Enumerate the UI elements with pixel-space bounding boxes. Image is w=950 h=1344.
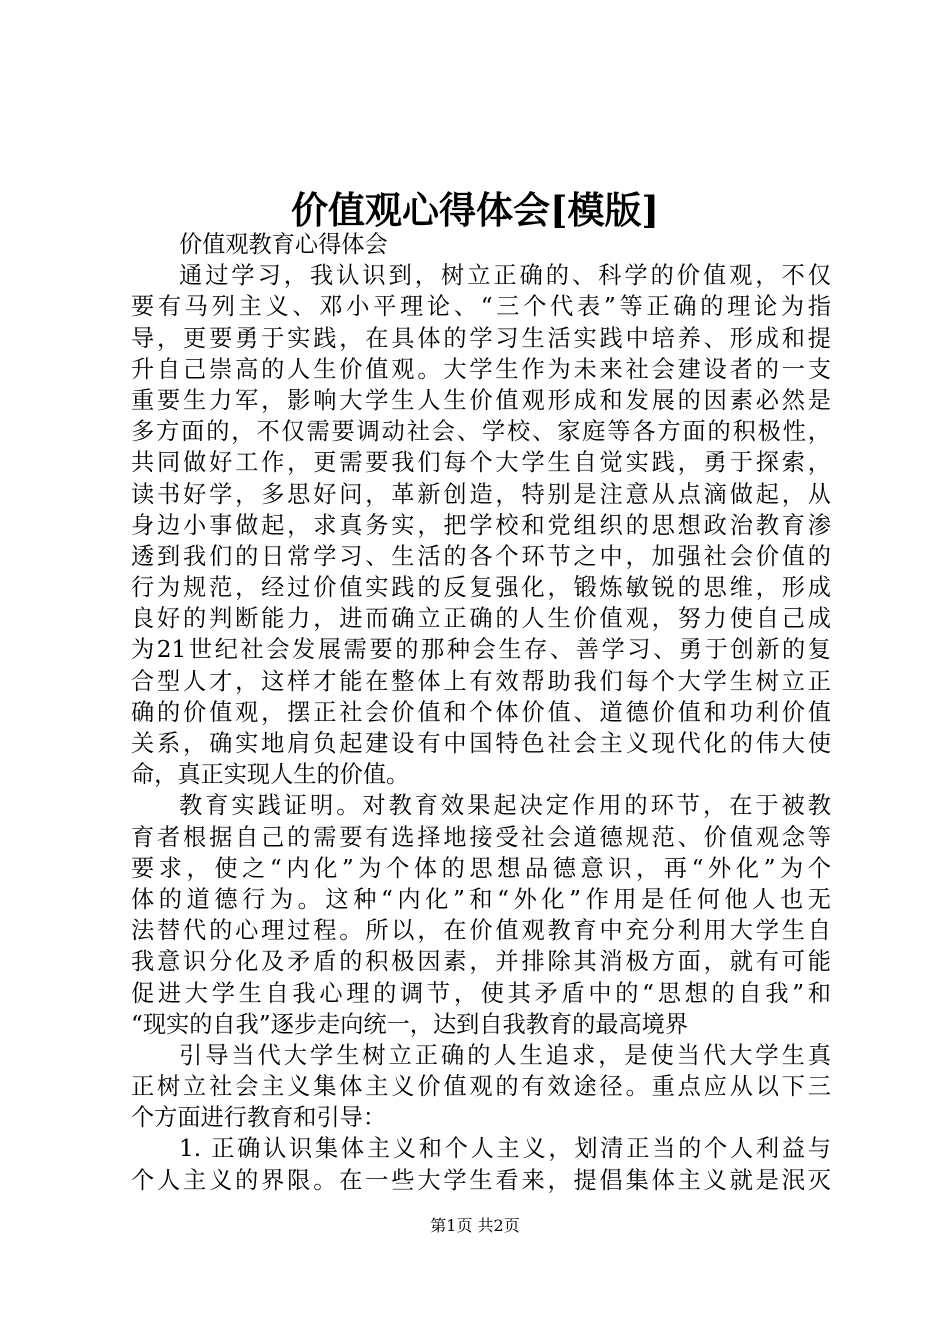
text-line: 行为规范，经过价值实践的反复强化，锻炼敏锐的思维，形成 — [131, 574, 831, 602]
text-line: 价值观教育心得体会 — [179, 231, 388, 258]
text-line: 身边小事做起，求真务实，把学校和党组织的思想政治教育渗 — [131, 511, 831, 539]
text-line: 教育实践证明。对教育效果起决定作用的环节，在于被教 — [179, 792, 831, 820]
text-line: 体的道德行为。这种“内化”和“外化”作用是任何他人也无 — [131, 885, 831, 913]
document-body — [131, 229, 831, 1196]
text-line: 育者根据自己的需要有选择地接受社会道德规范、价值观念等 — [131, 823, 831, 851]
text-line: 要有马列主义、邓小平理论、“三个代表”等正确的理论为指 — [131, 293, 831, 321]
text-line: 通过学习，我认识到，树立正确的、科学的价值观，不仅 — [179, 262, 831, 290]
document-title: 价值观心得体会[模版] — [290, 188, 659, 232]
text-line: 引导当代大学生树立正确的人生追求，是使当代大学生真 — [179, 1041, 831, 1069]
text-line: 要求，使之“内化”为个体的思想品德意识，再“外化”为个 — [131, 854, 831, 882]
page-footer: 第1页 共2页 — [430, 1216, 520, 1235]
text-line: 1. 正确认识集体主义和个人主义，划清正当的个人利益与 — [179, 1135, 831, 1163]
text-line: 为21世纪社会发展需要的那种会生存、善学习、勇于创新的复 — [131, 636, 831, 664]
text-line: 良好的判断能力，进而确立正确的人生价值观，努力使自己成 — [131, 605, 831, 633]
text-line: 读书好学，多思好问，革新创造，特别是注意从点滴做起，从 — [131, 480, 831, 508]
text-line: 正树立社会主义集体主义价值观的有效途径。重点应从以下三 — [131, 1073, 831, 1101]
text-line: 升自己崇高的人生价值观。大学生作为未来社会建设者的一支 — [131, 355, 831, 383]
text-line: 确的价值观，摆正社会价值和个体价值、道德价值和功利价值 — [131, 698, 831, 726]
text-line: 多方面的，不仅需要调动社会、学校、家庭等各方面的积极性， — [131, 418, 831, 446]
text-line: “现实的自我”逐步走向统一，达到自我教育的最高境界 — [131, 1010, 689, 1038]
text-line: 我意识分化及矛盾的积极因素，并排除其消极方面，就有可能 — [131, 948, 831, 976]
text-line: 共同做好工作，更需要我们每个大学生自觉实践，勇于探索， — [131, 449, 831, 477]
text-line: 个方面进行教育和引导： — [131, 1104, 387, 1132]
text-line: 透到我们的日常学习、生活的各个环节之中，加强社会价值的 — [131, 542, 831, 570]
text-line: 合型人才，这样才能在整体上有效帮助我们每个大学生树立正 — [131, 667, 831, 695]
text-line: 命，真正实现人生的价值。 — [131, 761, 410, 789]
text-line: 重要生力军，影响大学生人生价值观形成和发展的因素必然是 — [131, 386, 831, 414]
text-line: 促进大学生自我心理的调节，使其矛盾中的“思想的自我”和 — [131, 979, 831, 1007]
text-line: 导，更要勇于实践，在具体的学习生活实践中培养、形成和提 — [131, 324, 831, 352]
text-line: 个人主义的界限。在一些大学生看来，提倡集体主义就是泯灭 — [131, 1166, 831, 1194]
text-line: 关系，确实地肩负起建设有中国特色社会主义现代化的伟大使 — [131, 730, 831, 757]
text-line: 法替代的心理过程。所以，在价值观教育中充分利用大学生自 — [131, 917, 831, 945]
